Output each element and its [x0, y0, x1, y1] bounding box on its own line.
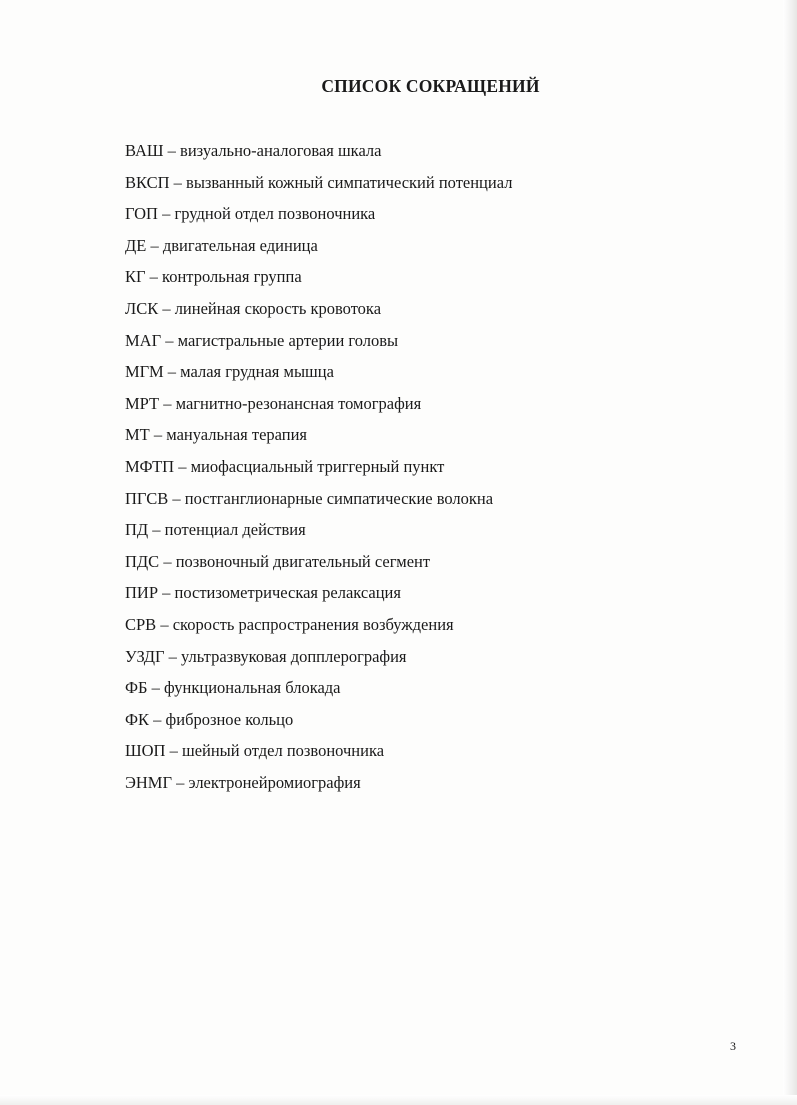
dash-separator: –	[145, 267, 163, 287]
list-item	[125, 298, 725, 330]
dash-separator: –	[159, 393, 176, 413]
definition: шейный отдел позвоночника	[181, 741, 385, 761]
dash-separator: –	[158, 583, 175, 603]
definition: магнитно-резонансная томография	[175, 393, 422, 413]
list-item	[125, 266, 725, 298]
dash-separator: –	[163, 141, 181, 160]
dash-separator: –	[158, 298, 175, 318]
definition: линейная скорость кровотока	[174, 298, 382, 318]
page-title: СПИСОК СОКРАЩЕНИЙ	[321, 76, 540, 96]
definition: постганглионарные симпатические волокна	[184, 488, 494, 508]
list-item	[125, 393, 725, 425]
definition: визуально-аналоговая шкала	[180, 141, 382, 160]
dash-separator: –	[157, 204, 175, 224]
dash-separator: –	[156, 614, 173, 634]
dash-separator: –	[172, 772, 189, 792]
abbreviation: МТ	[125, 425, 150, 445]
abbreviation: ПДС	[125, 551, 160, 571]
definition: электронейромиография	[188, 772, 361, 792]
definition: функциональная блокада	[164, 678, 341, 698]
abbreviation: ПД	[125, 520, 149, 540]
definition: ультразвуковая допплерография	[181, 646, 407, 666]
list-item	[125, 361, 725, 393]
definition: фиброзное кольцо	[165, 709, 294, 729]
definition: магистральные артерии головы	[177, 330, 399, 350]
list-item	[125, 740, 725, 772]
dash-separator: –	[168, 488, 185, 508]
abbreviation: КГ	[125, 267, 146, 287]
abbreviation: ПГСВ	[125, 488, 169, 508]
dash-separator: –	[159, 551, 176, 571]
abbreviation: ДЕ	[125, 235, 147, 255]
dash-separator: –	[147, 678, 165, 698]
definition: миофасциальный триггерный пункт	[190, 456, 445, 476]
abbreviation: ВКСП	[125, 172, 170, 192]
dash-separator: –	[146, 235, 163, 255]
abbreviation: ФК	[125, 709, 150, 729]
list-item	[125, 203, 725, 235]
list-item	[125, 172, 725, 204]
abbreviation: СРВ	[125, 614, 157, 634]
dash-separator: –	[161, 330, 178, 350]
scan-shadow-bottom	[0, 1095, 797, 1105]
list-item	[125, 330, 725, 362]
abbreviation: ШОП	[125, 741, 166, 761]
list-item	[125, 424, 725, 456]
abbreviation: ФБ	[125, 678, 148, 698]
definition: малая грудная мышца	[180, 362, 334, 382]
definition: постизометрическая релаксация	[174, 583, 401, 603]
abbreviation: ГОП	[125, 204, 158, 224]
definition: грудной отдел позвоночника	[174, 204, 376, 224]
page-number: 3	[730, 1039, 736, 1053]
list-item	[125, 677, 725, 709]
definition: вызванный кожный симпатический потенциал	[186, 172, 513, 192]
abbreviation: ВАШ	[125, 141, 164, 160]
list-item	[125, 456, 725, 488]
dash-separator: –	[169, 172, 187, 192]
abbreviation: ЛСК	[125, 298, 159, 318]
dash-separator: –	[165, 741, 182, 761]
dash-separator: –	[164, 646, 182, 666]
definition: контрольная группа	[162, 267, 302, 287]
list-item	[125, 519, 725, 551]
definition: потенциал действия	[164, 520, 306, 540]
abbreviation-list	[125, 140, 725, 803]
dash-separator: –	[149, 709, 166, 729]
list-item	[125, 488, 725, 520]
list-item	[125, 646, 725, 678]
dash-separator: –	[163, 362, 181, 382]
abbreviation: ПИР	[125, 583, 159, 603]
dash-separator: –	[174, 456, 191, 476]
list-item	[125, 614, 725, 646]
dash-separator: –	[148, 520, 165, 540]
abbreviation: МГМ	[125, 362, 164, 382]
list-item	[125, 582, 725, 614]
definition: скорость распространения возбуждения	[172, 614, 454, 634]
abbreviation: МФТП	[125, 456, 175, 476]
list-item	[125, 709, 725, 741]
abbreviation: МРТ	[125, 393, 160, 413]
scan-shadow-right	[783, 0, 797, 1105]
definition: позвоночный двигательный сегмент	[175, 551, 431, 571]
definition: мануальная терапия	[166, 425, 307, 445]
definition: двигательная единица	[162, 235, 318, 255]
list-item	[125, 235, 725, 267]
abbreviation: МАГ	[125, 330, 162, 350]
list-item	[125, 772, 725, 804]
list-item	[125, 551, 725, 583]
abbreviation: ЭНМГ	[125, 772, 173, 792]
dash-separator: –	[149, 425, 167, 445]
list-item	[125, 140, 725, 172]
abbreviation: УЗДГ	[125, 646, 165, 666]
